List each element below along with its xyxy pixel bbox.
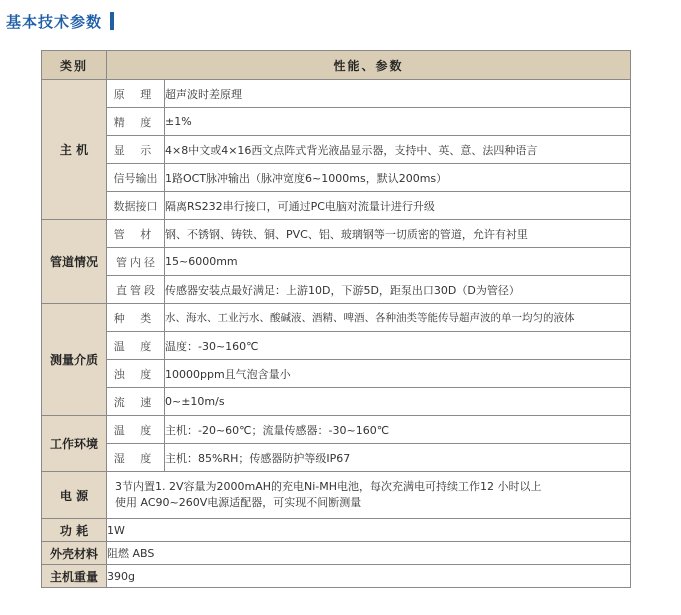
row-label: 原 理 xyxy=(107,80,165,108)
table-row xyxy=(42,304,631,332)
section-title: 基本技术参数 xyxy=(6,12,103,31)
category-weight: 主机重量 xyxy=(42,565,107,588)
row-value: 0~±10m/s xyxy=(165,388,631,416)
row-label: 精 度 xyxy=(107,108,165,136)
table-row xyxy=(42,472,631,519)
category-housing: 外壳材料 xyxy=(42,542,107,565)
row-label: 管 材 xyxy=(107,220,165,248)
table-row xyxy=(42,519,631,542)
row-value: 1路OCT脉冲输出（脉冲宽度6~1000ms，默认200ms） xyxy=(165,164,631,192)
table-row xyxy=(42,276,631,304)
table-row xyxy=(42,220,631,248)
table-row xyxy=(42,80,631,108)
row-label: 管内径 xyxy=(107,248,165,276)
row-label: 信号输出 xyxy=(107,164,165,192)
row-value: 10000ppm且气泡含量小 xyxy=(165,360,631,388)
row-label: 种 类 xyxy=(107,304,165,332)
row-label: 流 速 xyxy=(107,388,165,416)
table-header-row xyxy=(42,51,631,80)
row-label: 数据接口 xyxy=(107,192,165,220)
table-row xyxy=(42,248,631,276)
row-value: 温度：-30~160℃ xyxy=(165,332,631,360)
category-pipe: 管道情况 xyxy=(42,220,107,304)
row-value: 15~6000mm xyxy=(165,248,631,276)
table-row xyxy=(42,416,631,444)
table-row xyxy=(42,192,631,220)
row-value: 4×8中文或4×16西文点阵式背光液晶显示器，支持中、英、意、法四种语言 xyxy=(165,136,631,164)
category-environment: 工作环境 xyxy=(42,416,107,472)
row-value: 主机：-20~60℃；流量传感器：-30~160℃ xyxy=(165,416,631,444)
table-row xyxy=(42,136,631,164)
row-value: 隔离RS232串行接口，可通过PC电脑对流量计进行升级 xyxy=(165,192,631,220)
row-label: 温 度 xyxy=(107,416,165,444)
table-row xyxy=(42,360,631,388)
row-label: 温 度 xyxy=(107,332,165,360)
row-label: 直管段 xyxy=(107,276,165,304)
row-value: ±1% xyxy=(165,108,631,136)
row-value: 水、海水、工业污水、酸碱液、酒精、啤酒、各种油类等能传导超声波的单一均匀的液体 xyxy=(165,304,631,332)
row-value: 钢、不锈钢、铸铁、铜、PVC、铝、玻璃钢等一切质密的管道，允许有衬里 xyxy=(165,220,631,248)
spec-table xyxy=(41,50,631,588)
weight-value: 390g xyxy=(107,565,631,588)
power-line-1: 3节内置1. 2V容量为2000mAH的充电Ni-MH电池，每次充满电可持续工作12 小时以上 xyxy=(115,480,542,493)
table-row xyxy=(42,388,631,416)
category-host: 主 机 xyxy=(42,80,107,220)
housing-value: 阻燃 ABS xyxy=(107,542,631,565)
row-label: 浊 度 xyxy=(107,360,165,388)
table-row xyxy=(42,444,631,472)
row-value: 超声波时差原理 xyxy=(165,80,631,108)
row-value: 主机：85%RH；传感器防护等级IP67 xyxy=(165,444,631,472)
row-value: 传感器安装点最好满足：上游10D，下游5D，距泵出口30D（D为管径） xyxy=(165,276,631,304)
section-title-bar xyxy=(6,10,114,32)
row-label: 湿 度 xyxy=(107,444,165,472)
table-row xyxy=(42,565,631,588)
power-value xyxy=(107,472,631,519)
header-category: 类别 xyxy=(42,51,107,80)
category-consumption: 功 耗 xyxy=(42,519,107,542)
title-accent-bar xyxy=(110,12,114,30)
category-power: 电 源 xyxy=(42,472,107,519)
consumption-value: 1W xyxy=(107,519,631,542)
power-line-2: 使用 AC90~260V电源适配器，可实现不间断测量 xyxy=(115,496,362,509)
category-medium: 测量介质 xyxy=(42,304,107,416)
table-row xyxy=(42,542,631,565)
header-performance: 性能、参数 xyxy=(107,51,631,80)
table-row xyxy=(42,164,631,192)
table-row xyxy=(42,332,631,360)
row-label: 显 示 xyxy=(107,136,165,164)
table-row xyxy=(42,108,631,136)
